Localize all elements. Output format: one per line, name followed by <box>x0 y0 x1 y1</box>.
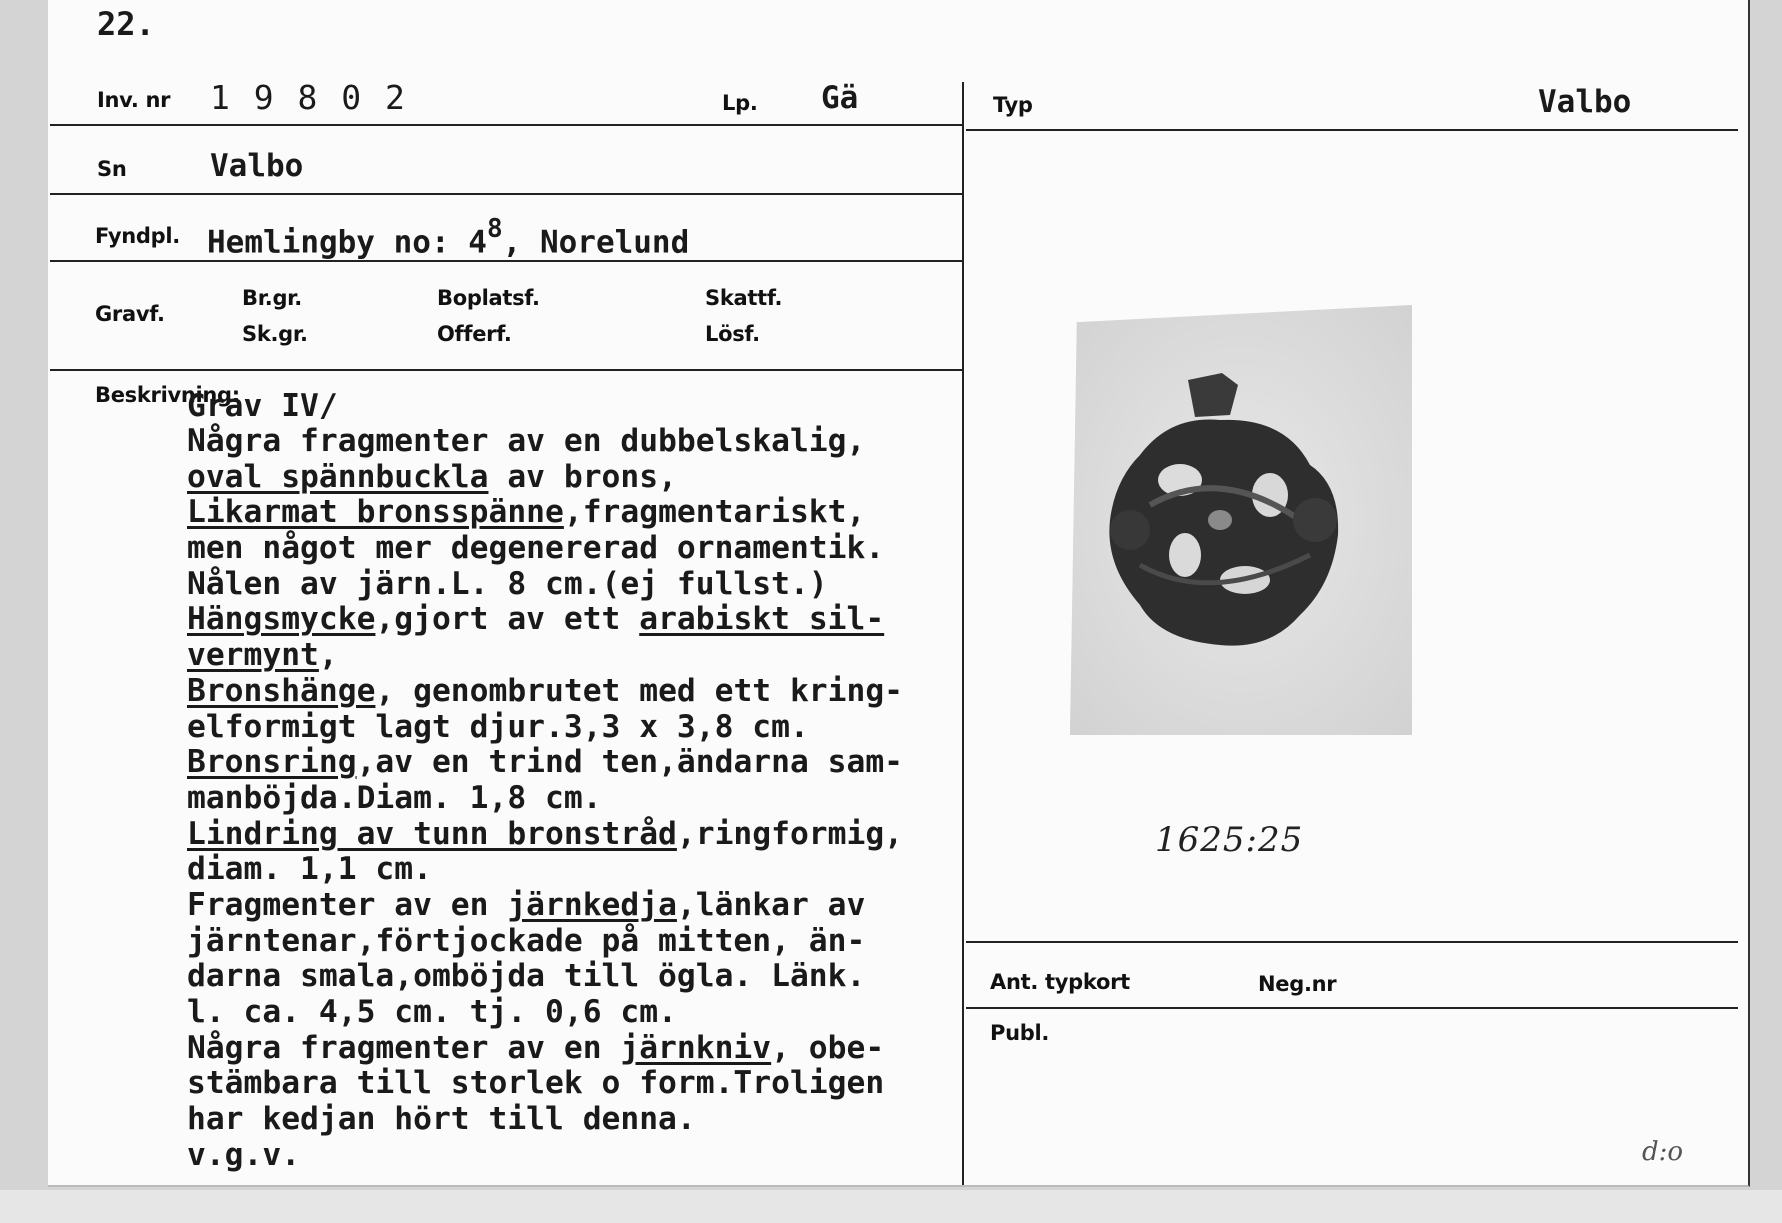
description-segment: darna smala,omböjda till ögla. Länk. <box>187 958 866 995</box>
description-segment: elformigt lagt djur.3,3 x 3,8 cm. <box>187 708 809 745</box>
description-segment: har kedjan hört till denna. <box>187 1101 696 1138</box>
boplatsf-label: Boplatsf. <box>437 286 540 310</box>
description-line <box>187 638 903 674</box>
skattf-label: Skattf. <box>705 286 783 310</box>
sn-label: Sn <box>97 157 127 181</box>
underlined-object-term: järnkedja <box>507 886 677 923</box>
description-segment: ,ringformig, <box>676 815 904 852</box>
fyndpl-superscript: 8 <box>486 214 503 244</box>
beskrivning-label: Beskrivning: <box>95 383 240 407</box>
description-line <box>187 1031 903 1067</box>
underlined-object-term: vermynt <box>187 637 319 674</box>
description-segment: Några fragmenter av en dubbelskalig, <box>187 423 866 459</box>
typ-value: Valbo <box>1538 84 1632 120</box>
description-segment: stämbara till storlek o form.Troligen <box>187 1065 885 1102</box>
brgr-label: Br.gr. <box>242 286 302 310</box>
inv-nr-label: Inv. nr <box>97 88 171 112</box>
description-segment: ,gjort av ett <box>375 601 640 638</box>
description-line <box>187 1102 903 1138</box>
description-line <box>187 781 903 817</box>
artifact-photo <box>1070 305 1412 735</box>
underlined-object-term: Bronshänge <box>187 672 376 709</box>
fyndpl-label: Fyndpl. <box>95 224 180 248</box>
description-line <box>187 567 903 603</box>
description-line <box>187 531 903 567</box>
description-line <box>187 674 903 710</box>
losf-label: Lösf. <box>705 322 760 346</box>
description-line <box>187 924 903 960</box>
card-number: 22. <box>97 5 155 43</box>
description-segment: ,länkar av <box>676 886 866 923</box>
ant-typkort-label: Ant. typkort <box>990 970 1130 994</box>
rule-inv <box>50 124 962 126</box>
publ-label: Publ. <box>990 1021 1050 1045</box>
underlined-object-term: Hängsmycke <box>187 601 376 638</box>
column-divider <box>962 82 964 1185</box>
fyndpl-value-main: Hemlingby no: 4 <box>207 224 487 261</box>
description-line <box>187 888 903 924</box>
description-segment: men något mer degenererad ornamentik. <box>187 530 885 567</box>
description-segment: diam. 1,1 cm. <box>187 851 432 888</box>
description-line <box>187 959 903 995</box>
underlined-object-term: Lindring av tunn bronstråd <box>187 815 677 852</box>
description-segment: av brons, <box>488 458 677 495</box>
description-line <box>187 1138 903 1174</box>
fyndpl-value-rest: , Norelund <box>502 224 690 261</box>
underlined-object-term: oval spännbuckla <box>187 458 489 495</box>
rule-sn <box>50 193 962 195</box>
scan-margin <box>0 1190 1782 1223</box>
rule-typ <box>966 129 1738 131</box>
fyndpl-value <box>207 214 690 261</box>
description-segment: , <box>318 637 338 674</box>
photo-number: 1625:25 <box>1155 820 1304 860</box>
description-line <box>187 460 903 496</box>
underlined-object-term: Bronsring <box>187 744 357 781</box>
corner-note: d:o <box>1642 1137 1684 1167</box>
rule-fyndpl <box>50 260 962 262</box>
skgr-label: Sk.gr. <box>242 322 308 346</box>
description-segment: l. ca. 4,5 cm. tj. 0,6 cm. <box>187 994 677 1030</box>
inv-nr-value: 1 9 8 0 2 <box>210 78 407 117</box>
underlined-object-term: arabiskt sil- <box>639 601 885 638</box>
underlined-object-term: järnkniv <box>620 1029 772 1066</box>
description-segment: Nålen av järn.L. 8 cm.(ej fullst.) <box>187 565 828 602</box>
rule-publ-top <box>966 1007 1738 1009</box>
description-segment: , genombrutet med ett kring- <box>375 672 904 709</box>
description-text <box>187 424 903 1173</box>
description-line <box>187 995 903 1031</box>
description-line <box>187 710 903 746</box>
description-segment: manböjda.Diam. 1,8 cm. <box>187 779 602 816</box>
typ-label: Typ <box>993 93 1033 117</box>
description-line <box>187 817 903 853</box>
sn-value: Valbo <box>210 148 304 184</box>
description-segment: , obe- <box>771 1029 885 1066</box>
underlined-object-term: Likarmat bronsspänne <box>187 494 564 531</box>
neg-nr-label: Neg.nr <box>1258 972 1337 996</box>
lp-value: Gä <box>821 80 859 116</box>
gravf-label: Gravf. <box>95 302 165 326</box>
rule-gravf <box>50 369 962 371</box>
description-segment: Några fragmenter av en <box>187 1029 621 1066</box>
beskrivning-first-line: Grav IV/ <box>187 388 338 424</box>
description-line <box>187 602 903 638</box>
description-segment: järntenar,förtjockade på mitten, än- <box>187 922 866 959</box>
description-segment: ,av en trind ten,ändarna sam- <box>356 744 904 781</box>
description-segment: Fragmenter av en <box>187 886 508 923</box>
lp-label: Lp. <box>722 91 758 115</box>
description-line <box>187 424 903 460</box>
description-line <box>187 852 903 888</box>
description-line <box>187 495 903 531</box>
description-segment: v.g.v. <box>187 1136 301 1173</box>
bronze-pendant-image <box>1070 305 1412 735</box>
rule-ant-typkort-top <box>966 941 1738 943</box>
description-segment: ,fragmentariskt, <box>563 494 866 531</box>
description-line <box>187 745 903 781</box>
description-line <box>187 1066 903 1102</box>
offerf-label: Offerf. <box>437 322 512 346</box>
